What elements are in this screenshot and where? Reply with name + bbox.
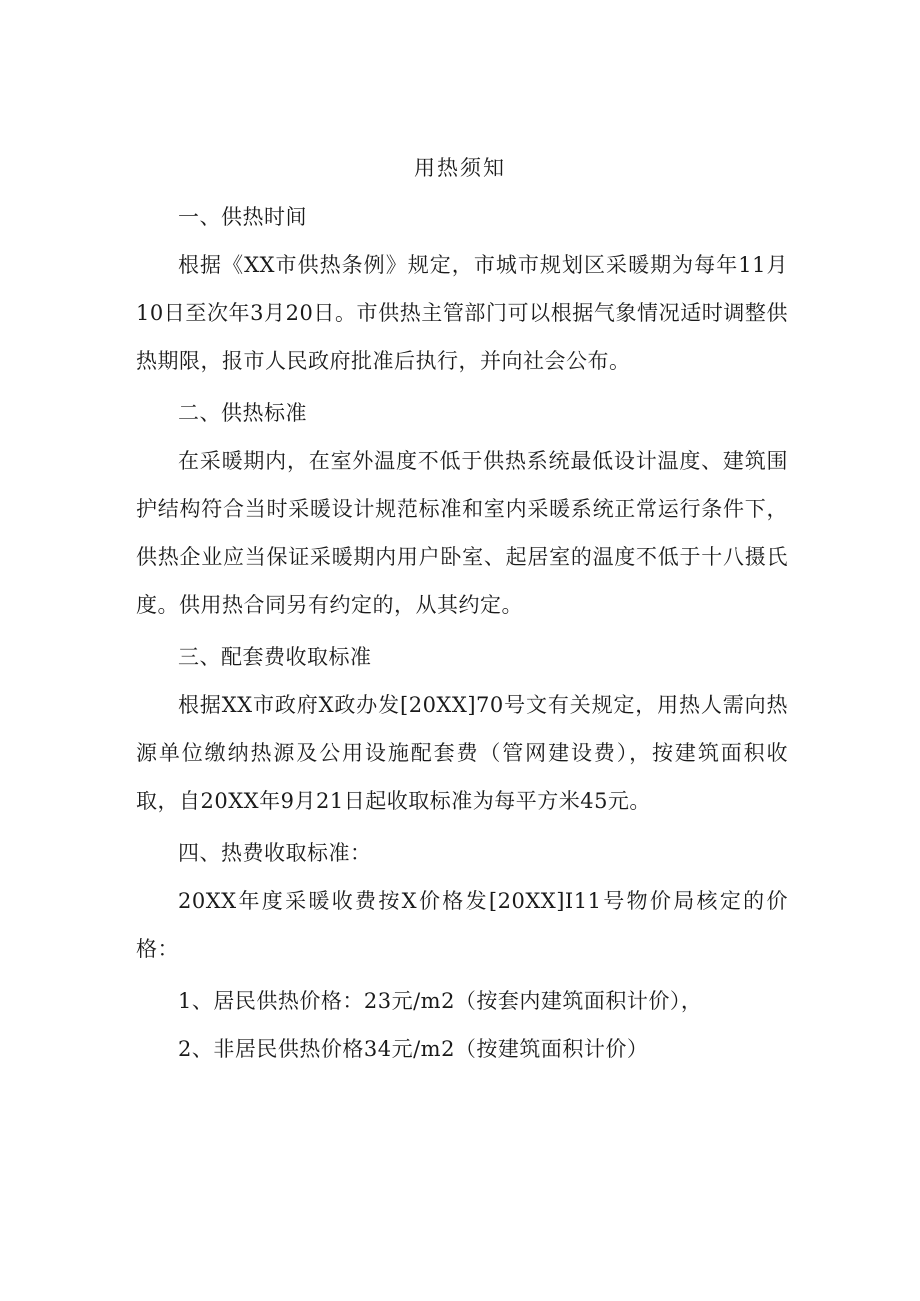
paragraph-heating-fee-basis: 20XX年度采暖收费按X价格发[20XX]I11号物价局核定的价格： (136, 889, 788, 961)
list-item-nonresidential-price: 2、非居民供热价格34元/m2（按建筑面积计价） (178, 1037, 649, 1061)
paragraph-heating-period: 根据《XX市供热条例》规定，市城市规划区采暖期为每年11月10日至次年3月20日。市供热主管部门可以根据气象情况适时调整供热期限，报市人民政府批准后执行，并向社会公布。 (136, 253, 788, 373)
section-heading-heating-fee: 四、热费收取标准： (178, 841, 372, 865)
document-body (136, 193, 788, 1073)
paragraph-facility-fee: 根据XX市政府X政办发[20XX]70号文有关规定，用热人需向热源单位缴纳热源及公用设施配套费（管网建设费），按建筑面积收取，自20XX年9月21日起收取标准为每平方米45元。 (136, 693, 788, 813)
section-heading-facility-fee: 三、配套费收取标准 (178, 645, 372, 669)
document-title: 用热须知 (414, 156, 506, 180)
list-item-residential-price: 1、居民供热价格：23元/m2（按套内建筑面积计价）， (178, 989, 703, 1013)
section-heading-heating-period: 一、供热时间 (178, 205, 307, 229)
paragraph-heating-standard: 在采暖期内，在室外温度不低于供热系统最低设计温度、建筑围护结构符合当时采暖设计规范标准和室内采暖系统正常运行条件下，供热企业应当保证采暖期内用户卧室、起居室的温度不低于十八摄氏度。供用热合同另有约定的，从其约定。 (136, 449, 788, 617)
section-heading-heating-standard: 二、供热标准 (178, 401, 307, 425)
